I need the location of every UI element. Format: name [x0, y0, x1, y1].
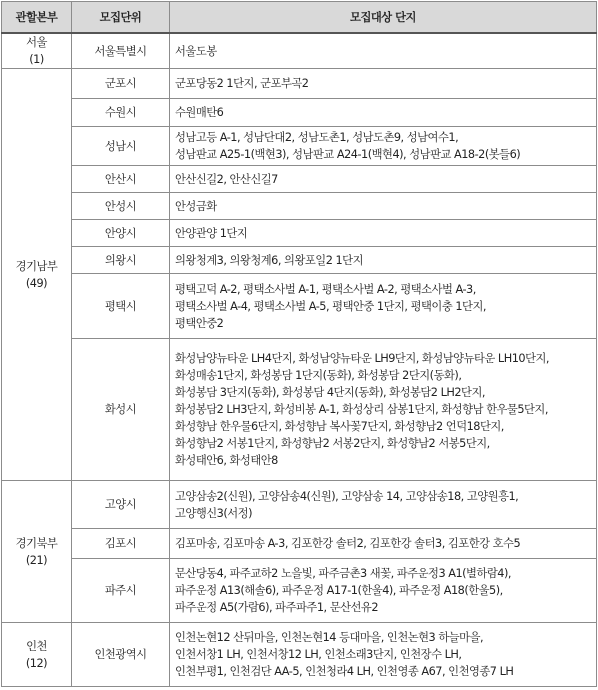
complex-line: 고양삼송2(신원), 고양삼송4(신원), 고양삼송 14, 고양삼송18, 고양원흥1, [175, 489, 519, 503]
complex-cell [170, 481, 597, 529]
complex-line: 화성향남 한우물6단지, 화성향남 복사꽃7단지, 화성향남2 언덕18단지, [175, 420, 504, 433]
complex-line: 김포마송, 김포마송 A-3, 김포한강 솔터2, 김포한강 솔터3, 김포한강 호수5 [175, 537, 521, 550]
unit-cell: 안양시 [72, 220, 170, 247]
table-row [2, 33, 597, 69]
complex-line: 군포당동2 1단지, 군포부곡2 [175, 77, 309, 90]
complex-cell [170, 99, 597, 127]
complex-line: 안산신길2, 안산신길7 [175, 172, 278, 186]
table-row [2, 623, 597, 687]
unit-cell: 화성시 [72, 339, 170, 481]
region-name: 서울 [26, 36, 47, 49]
complex-line: 인천논현12 산뒤마을, 인천논현14 등대마을, 인천논현3 하늘마을, [175, 631, 484, 644]
unit-cell: 성남시 [72, 127, 170, 166]
header-row [2, 2, 597, 34]
complex-line: 화성봉담 3단지(동화), 화성봉담 4단지(동화), 화성봉담2 LH2단지, [175, 386, 485, 399]
complex-line: 화성태안6, 화성태안8 [175, 454, 278, 467]
complex-cell [170, 274, 597, 339]
complex-line: 평택안중2 [175, 316, 224, 330]
region-cell-seoul [2, 33, 72, 69]
complex-cell [170, 220, 597, 247]
unit-cell: 인천광역시 [72, 623, 170, 687]
complex-line: 화성남양뉴타운 LH4단지, 화성남양뉴타운 LH9단지, 화성남양뉴타운 LH10단지, [175, 352, 549, 365]
complex-cell [170, 623, 597, 687]
table-row [2, 559, 597, 623]
table-row [2, 339, 597, 481]
complex-line: 인천서창1 LH, 인천서창12 LH, 인천소래3단지, 인천장수 LH, [175, 648, 462, 661]
header-complexes: 모집대상 단지 [170, 2, 597, 34]
complex-line: 문산당동4, 파주교하2 노을빛, 파주금촌3 새꽃, 파주운정3 A1(별하람4), [175, 567, 511, 580]
table-row [2, 166, 597, 193]
unit-cell: 파주시 [72, 559, 170, 623]
unit-cell: 군포시 [72, 69, 170, 99]
table-row [2, 99, 597, 127]
complex-line: 인천부평1, 인천검단 AA-5, 인천청라4 LH, 인천영종 A67, 인천영종7 LH [175, 665, 514, 678]
unit-cell: 안산시 [72, 166, 170, 193]
complex-cell [170, 529, 597, 559]
complex-cell [170, 247, 597, 274]
complex-line: 성남판교 A25-1(백현3), 성남판교 A24-1(백현4), 성남판교 A18-2(봇들6) [175, 148, 521, 161]
complex-line: 화성매송1단지, 화성봉담 1단지(동화), 화성봉담 2단지(동화), [175, 369, 462, 382]
complex-line: 평택소사벌 A-4, 평택소사벌 A-5, 평택안중 1단지, 평택이충 1단지, [175, 299, 486, 313]
region-cell-incheon [2, 623, 72, 687]
complex-line: 평택고덕 A-2, 평택소사벌 A-1, 평택소사벌 A-2, 평택소사벌 A-3, [175, 282, 476, 296]
table-row [2, 220, 597, 247]
complex-line: 파주운정 A13(해솔6), 파주운정 A17-1(한울4), 파주운정 A18(한울5), [175, 584, 503, 597]
region-name: 인천 [26, 639, 47, 653]
complex-cell [170, 33, 597, 69]
complex-line: 화성봉담2 LH3단지, 화성비봉 A-1, 화성상리 삼봉1단지, 화성향남 한우물5단지, [175, 403, 548, 416]
region-name: 경기남부 [15, 259, 58, 273]
complex-line: 안성금화 [175, 199, 217, 213]
region-cell-gyeonggi-south [2, 69, 72, 481]
complex-cell [170, 127, 597, 166]
unit-cell: 수원시 [72, 99, 170, 127]
complex-line: 파주운정 A5(가람6), 파주파주1, 문산선유2 [175, 601, 379, 614]
complex-line: 안양관양 1단지 [175, 226, 248, 240]
unit-cell: 서울특별시 [72, 33, 170, 69]
region-name: 경기북부 [15, 536, 58, 550]
table-row [2, 127, 597, 166]
complex-cell [170, 559, 597, 623]
complex-cell [170, 193, 597, 220]
region-count: (49) [25, 276, 48, 290]
complex-cell [170, 339, 597, 481]
table-row [2, 247, 597, 274]
unit-cell: 김포시 [72, 529, 170, 559]
header-unit: 모집단위 [72, 2, 170, 34]
recruitment-table [1, 1, 597, 687]
table-row [2, 481, 597, 529]
table-row [2, 69, 597, 99]
region-cell-gyeonggi-north [2, 481, 72, 623]
region-count: (12) [25, 656, 48, 670]
unit-cell: 안성시 [72, 193, 170, 220]
table-row [2, 193, 597, 220]
complex-cell [170, 166, 597, 193]
region-count: (1) [29, 53, 44, 66]
complex-line: 서울도봉 [175, 44, 217, 58]
complex-line: 고양행신3(서정) [175, 506, 252, 520]
unit-cell: 평택시 [72, 274, 170, 339]
header-region: 관할본부 [2, 2, 72, 34]
unit-cell: 고양시 [72, 481, 170, 529]
region-count: (21) [25, 553, 48, 567]
table-row [2, 529, 597, 559]
complex-cell [170, 69, 597, 99]
complex-line: 수원매탄6 [175, 106, 224, 119]
complex-line: 화성향남2 서봉1단지, 화성향남2 서봉2단지, 화성향남2 서봉5단지, [175, 437, 490, 450]
complex-line: 의왕청계3, 의왕청계6, 의왕포일2 1단지 [175, 253, 363, 267]
unit-cell: 의왕시 [72, 247, 170, 274]
complex-line: 성남고등 A-1, 성남단대2, 성남도촌1, 성남도촌9, 성남여수1, [175, 131, 459, 144]
table-row [2, 274, 597, 339]
